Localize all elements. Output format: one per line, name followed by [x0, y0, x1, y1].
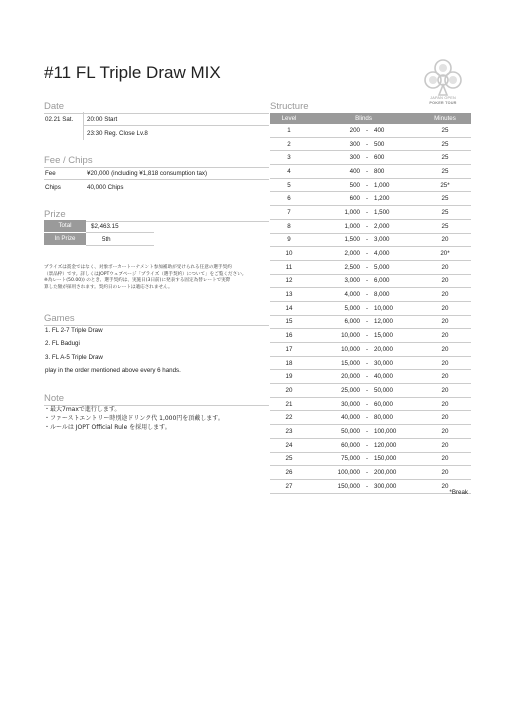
logo-text: JAPAN OPEN POKER TOUR: [429, 96, 457, 105]
structure-body: [270, 124, 471, 493]
level-cell: 11: [270, 260, 308, 274]
small-blind-cell: 200: [308, 124, 360, 137]
prize-total-value: $2,463.15: [91, 223, 119, 230]
blind-separator: -: [360, 452, 374, 466]
minutes-cell: 25: [419, 192, 471, 206]
big-blind-cell: 1,200: [374, 192, 419, 206]
minutes-cell: 20: [419, 260, 471, 274]
date-day: 02.21 Sat.: [45, 116, 74, 123]
minutes-cell: 20: [419, 356, 471, 370]
small-blind-cell: 600: [308, 192, 360, 206]
table-row: [270, 178, 471, 192]
level-cell: 19: [270, 370, 308, 384]
level-cell: 9: [270, 233, 308, 247]
small-blind-cell: 10,000: [308, 343, 360, 357]
chips-label: Chips: [45, 184, 61, 191]
big-blind-cell: 120,000: [374, 438, 419, 452]
note-item: ・ルールは JOPT Official Rule を採用します。: [44, 424, 171, 431]
blind-separator: -: [360, 384, 374, 398]
blind-separator: -: [360, 151, 374, 165]
structure-table: [270, 113, 471, 494]
game-item: 1. FL 2-7 Triple Draw: [45, 327, 103, 334]
level-cell: 1: [270, 124, 308, 137]
big-blind-cell: 30,000: [374, 356, 419, 370]
big-blind-cell: 800: [374, 165, 419, 179]
level-cell: 7: [270, 206, 308, 220]
table-row: [270, 425, 471, 439]
big-blind-cell: 200,000: [374, 466, 419, 480]
minutes-cell: 25: [419, 124, 471, 137]
structure-heading: Structure: [270, 101, 471, 114]
minutes-cell: 20: [419, 397, 471, 411]
small-blind-cell: 6,000: [308, 315, 360, 329]
table-row: [270, 151, 471, 165]
table-row: [270, 329, 471, 343]
structure-header-row: [270, 113, 471, 124]
table-row: [270, 124, 471, 137]
small-blind-cell: 500: [308, 178, 360, 192]
level-cell: 22: [270, 411, 308, 425]
table-row: [270, 356, 471, 370]
table-row: [270, 137, 471, 151]
minutes-cell: 20: [419, 301, 471, 315]
minutes-cell: 20: [419, 425, 471, 439]
minutes-cell: 20: [419, 329, 471, 343]
small-blind-cell: 300: [308, 151, 360, 165]
small-blind-cell: 1,500: [308, 233, 360, 247]
small-blind-cell: 1,000: [308, 206, 360, 220]
small-blind-cell: 60,000: [308, 438, 360, 452]
blind-separator: -: [360, 137, 374, 151]
big-blind-cell: 50,000: [374, 384, 419, 398]
blind-separator: -: [360, 192, 374, 206]
big-blind-cell: 8,000: [374, 288, 419, 302]
table-row: [270, 397, 471, 411]
fee-value: ¥20,000 (including ¥1,818 consumption tax): [87, 170, 208, 177]
blind-separator: -: [360, 301, 374, 315]
big-blind-cell: 80,000: [374, 411, 419, 425]
minutes-cell: 25: [419, 137, 471, 151]
table-row: [270, 192, 471, 206]
small-blind-cell: 15,000: [308, 356, 360, 370]
note-list: [44, 405, 224, 432]
table-row: [270, 260, 471, 274]
minutes-cell: 20: [419, 466, 471, 480]
big-blind-cell: 600: [374, 151, 419, 165]
small-blind-cell: 400: [308, 165, 360, 179]
small-blind-cell: 4,000: [308, 288, 360, 302]
prize-row-line: [86, 232, 154, 233]
blind-separator: -: [360, 219, 374, 233]
big-blind-cell: 1,500: [374, 206, 419, 220]
blind-separator: -: [360, 479, 374, 493]
blind-separator: -: [360, 370, 374, 384]
col-level: Level: [270, 113, 308, 124]
level-cell: 26: [270, 466, 308, 480]
table-row: [270, 438, 471, 452]
big-blind-cell: 12,000: [374, 315, 419, 329]
minutes-cell: 25: [419, 219, 471, 233]
date-heading: Date: [44, 101, 269, 114]
level-cell: 24: [270, 438, 308, 452]
blind-separator: -: [360, 274, 374, 288]
small-blind-cell: 1,000: [308, 219, 360, 233]
big-blind-cell: 4,000: [374, 247, 419, 261]
level-cell: 10: [270, 247, 308, 261]
table-row: [270, 370, 471, 384]
level-cell: 5: [270, 178, 308, 192]
level-cell: 25: [270, 452, 308, 466]
chips-value: 40,000 Chips: [87, 184, 124, 191]
level-cell: 15: [270, 315, 308, 329]
table-row: [270, 165, 471, 179]
minutes-cell: 20: [419, 288, 471, 302]
small-blind-cell: 3,000: [308, 274, 360, 288]
small-blind-cell: 25,000: [308, 384, 360, 398]
col-minutes: Minutes: [419, 113, 471, 124]
level-cell: 17: [270, 343, 308, 357]
blind-separator: -: [360, 315, 374, 329]
minutes-cell: 20: [419, 479, 471, 493]
big-blind-cell: 1,000: [374, 178, 419, 192]
small-blind-cell: 150,000: [308, 479, 360, 493]
small-blind-cell: 5,000: [308, 301, 360, 315]
table-row: [270, 206, 471, 220]
games-rotation: play in the order mentioned above every 6 hands.: [45, 367, 181, 374]
table-row: [270, 288, 471, 302]
minutes-cell: 25: [419, 206, 471, 220]
fee-heading: Fee / Chips: [44, 155, 269, 168]
level-cell: 4: [270, 165, 308, 179]
games-heading: Games: [44, 313, 269, 326]
big-blind-cell: 300,000: [374, 479, 419, 493]
big-blind-cell: 150,000: [374, 452, 419, 466]
small-blind-cell: 2,500: [308, 260, 360, 274]
minutes-cell: 25: [419, 165, 471, 179]
prize-notice: プライズは賞金ではなく、対象ポーカートーナメント参加補助が受けられる任意の選手契約 （景品枠）です。詳しくはJOPTウェブページ「プライズ（選手契約）について」をご覧ください。 ※為レート(50.00)) のとき、選手契約は、実施日(3日前)に発表する固定為替レートで実際 算した額が採用されます。契約日のレートは適応されません。: [44, 265, 247, 290]
minutes-cell: 20: [419, 233, 471, 247]
small-blind-cell: 100,000: [308, 466, 360, 480]
blind-separator: -: [360, 247, 374, 261]
blind-separator: -: [360, 288, 374, 302]
table-row: [270, 411, 471, 425]
blind-separator: -: [360, 343, 374, 357]
date-divider: [83, 112, 84, 140]
big-blind-cell: 5,000: [374, 260, 419, 274]
blind-separator: -: [360, 329, 374, 343]
minutes-cell: 20*: [419, 247, 471, 261]
minutes-cell: 20: [419, 274, 471, 288]
level-cell: 18: [270, 356, 308, 370]
level-cell: 20: [270, 384, 308, 398]
level-cell: 6: [270, 192, 308, 206]
blind-separator: -: [360, 178, 374, 192]
blind-separator: -: [360, 233, 374, 247]
big-blind-cell: 60,000: [374, 397, 419, 411]
minutes-cell: 20: [419, 411, 471, 425]
minutes-cell: 20: [419, 370, 471, 384]
table-row: [270, 274, 471, 288]
small-blind-cell: 40,000: [308, 411, 360, 425]
page-title: #11 FL Triple Draw MIX: [44, 63, 221, 82]
blind-separator: -: [360, 411, 374, 425]
big-blind-cell: 40,000: [374, 370, 419, 384]
minutes-cell: 25*: [419, 178, 471, 192]
table-row: [270, 233, 471, 247]
prize-heading: Prize: [44, 209, 269, 222]
small-blind-cell: 30,000: [308, 397, 360, 411]
game-item: 3. FL A-5 Triple Draw: [45, 354, 103, 361]
level-cell: 2: [270, 137, 308, 151]
blind-separator: -: [360, 206, 374, 220]
col-blinds: Blinds: [308, 113, 419, 124]
table-row: [270, 315, 471, 329]
table-row: [270, 343, 471, 357]
prize-in-label: In Prize: [44, 233, 86, 245]
blind-separator: -: [360, 397, 374, 411]
big-blind-cell: 10,000: [374, 301, 419, 315]
table-row: [270, 219, 471, 233]
level-cell: 16: [270, 329, 308, 343]
small-blind-cell: 75,000: [308, 452, 360, 466]
big-blind-cell: 20,000: [374, 343, 419, 357]
table-row: [270, 247, 471, 261]
fee-row-line: [44, 179, 269, 180]
small-blind-cell: 300: [308, 137, 360, 151]
date-reg-close: 23:30 Reg. Close Lv.8: [87, 130, 148, 137]
blind-separator: -: [360, 438, 374, 452]
minutes-cell: 20: [419, 343, 471, 357]
prize-in-value: 5th: [102, 236, 111, 243]
blind-separator: -: [360, 425, 374, 439]
note-heading: Note: [44, 393, 269, 406]
table-row: [270, 466, 471, 480]
table-row: [270, 452, 471, 466]
big-blind-cell: 500: [374, 137, 419, 151]
date-row-line: [84, 125, 269, 126]
level-cell: 12: [270, 274, 308, 288]
small-blind-cell: 20,000: [308, 370, 360, 384]
blind-separator: -: [360, 124, 374, 137]
blind-separator: -: [360, 165, 374, 179]
minutes-cell: 20: [419, 384, 471, 398]
big-blind-cell: 100,000: [374, 425, 419, 439]
level-cell: 14: [270, 301, 308, 315]
table-row: [270, 384, 471, 398]
small-blind-cell: 50,000: [308, 425, 360, 439]
prize-row-line-2: [86, 245, 154, 246]
blind-separator: -: [360, 356, 374, 370]
fee-label: Fee: [45, 170, 56, 177]
minutes-cell: 20: [419, 438, 471, 452]
small-blind-cell: 2,000: [308, 247, 360, 261]
level-cell: 8: [270, 219, 308, 233]
small-blind-cell: 10,000: [308, 329, 360, 343]
prize-total-label: Total: [44, 220, 86, 232]
note-item: ・ファーストエントリー時別途ドリンク代 1,000円を頂戴します。: [44, 415, 224, 422]
level-cell: 21: [270, 397, 308, 411]
minutes-cell: 25: [419, 151, 471, 165]
big-blind-cell: 3,000: [374, 233, 419, 247]
note-item: ・最大7maxで進行します。: [44, 406, 121, 413]
big-blind-cell: 400: [374, 124, 419, 137]
table-row: [270, 301, 471, 315]
date-start: 20:00 Start: [87, 116, 118, 123]
level-cell: 23: [270, 425, 308, 439]
big-blind-cell: 2,000: [374, 219, 419, 233]
minutes-cell: 20: [419, 315, 471, 329]
big-blind-cell: 6,000: [374, 274, 419, 288]
blind-separator: -: [360, 260, 374, 274]
level-cell: 13: [270, 288, 308, 302]
minutes-cell: 20: [419, 452, 471, 466]
blind-separator: -: [360, 466, 374, 480]
level-cell: 3: [270, 151, 308, 165]
game-item: 2. FL Badugi: [45, 340, 80, 347]
level-cell: 27: [270, 479, 308, 493]
break-note: *Break: [449, 489, 468, 496]
big-blind-cell: 15,000: [374, 329, 419, 343]
